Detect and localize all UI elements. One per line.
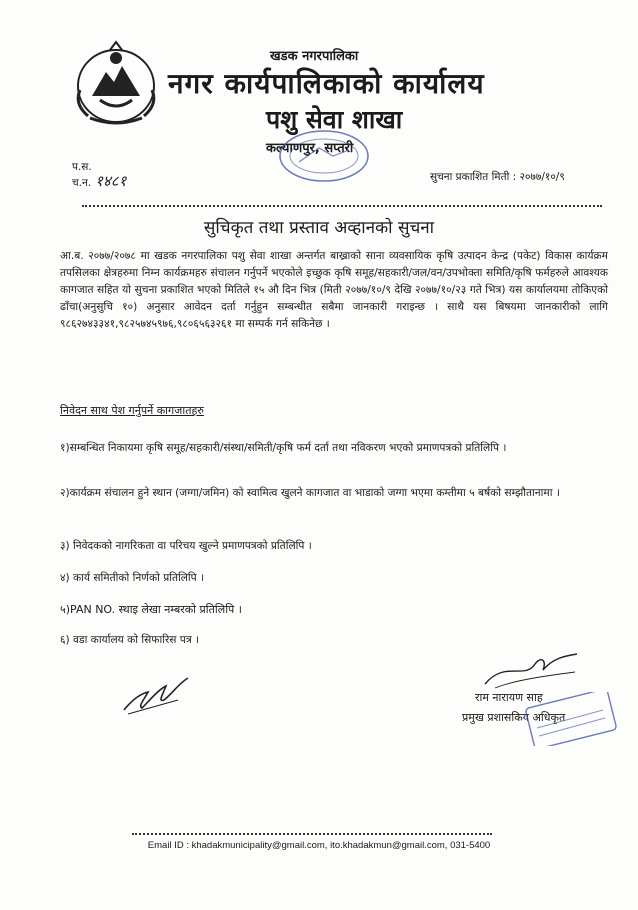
- right-signature-icon: [475, 650, 585, 690]
- office-title: नगर कार्यपालिकाको कार्यालय: [168, 67, 485, 100]
- body-paragraph: आ.ब. २०७७/२०७८ मा खडक नगरपालिका पशु सेवा शाखा अन्तर्गत बाख्राको साना व्यवसायिक कृषि उत्पादन केन्द्र (पकेट) विकास कार्यक्रम तपसिलका क्षेत्रहरुमा निम्न कार्यक्रमहरु संचालन गर्नुपर्ने भएकोले इच्छुक कृषि समूह/सहकारी/जल/वन/उपभोक्ता समिति/कृषि फर्महरुले आवश्यक कागजात सहित यो सुचना प्रकाशित भएको मितिले १५ औ दिन भित्र (मिती २०७७/१०/९ देखि २०७७/१०/२३ गते भित्र) यस कार्यालयमा तोकिएको ढाँचा(अनुसुचि १०) अनुसार आवेदन दर्ता गर्नुहुन सम्बन्धीत सबैमा जानकारी गराइन्छ । साथै यस बिषयमा जानकारीको लागि ९८६२७४३३४१,९८२५७४५९७६,९८०६५६३२६१ मा सम्पर्क गर्न सकिनेछ ।: [60, 250, 608, 330]
- left-signature-icon: [118, 670, 196, 718]
- municipality-name: खडक नगरपालिका: [270, 49, 359, 64]
- document-item: ४) कार्य समितीको निर्णको प्रतिलिपि ।: [60, 572, 205, 584]
- pa-sa-label: प.स.: [72, 161, 92, 173]
- cha-na-value: १४८१: [95, 172, 127, 190]
- document-item: २)कार्यक्रम संचालन हुने स्थान (जग्गा/जमिन) को स्वामित्व खुलने कागजात वा भाडाको जग्गा भएमा कम्तीमा ५ बर्षको सम्झौतानामा ।: [60, 487, 560, 499]
- officer-stamp-icon: [525, 692, 617, 746]
- cha-na-label: च.न.: [72, 177, 92, 189]
- publication-date: सुचना प्रकाशित मिती : २०७७/१०/९: [430, 171, 565, 183]
- notice-title: सुचिकृत तथा प्रस्ताव अव्हानको सुचना: [203, 218, 435, 238]
- document-item: ५)PAN NO. स्थाइ लेखा नम्बरको प्रतिलिपि ।: [60, 603, 242, 616]
- document-item: ६) वडा कार्यालय को सिफारिस पत्र ।: [60, 634, 200, 646]
- office-address: कल्याणपुर, सप्तरी: [266, 141, 354, 156]
- office-stamp-icon: [275, 126, 373, 186]
- divider-top: [82, 205, 602, 207]
- document-item: ३) निवेदकको नागरिकता वा परिचय खुल्ने प्रमाणपत्रको प्रतिलिपि ।: [60, 540, 312, 552]
- branch-title: पशु सेवा शाखा: [266, 105, 403, 134]
- reference-block: [72, 160, 126, 190]
- documents-heading: निवेदन साथ पेश गर्नुपर्ने कागजातहरु: [60, 404, 204, 417]
- document-item: १)सम्बन्धित निकायमा कृषि समूह/सहकारी/संस्था/समिती/कृषि फर्म दर्ता तथा नविकरण भएको प्रमाणपत्रको प्रतिलिपि ।: [60, 442, 507, 454]
- signer-name: राम नारायण साह: [475, 691, 543, 704]
- footer-contact: Email ID : khadakmunicipality@gmail.com, ito.khadakmun@gmail.com, 031-5400: [147, 840, 491, 851]
- divider-bottom: [132, 833, 492, 835]
- nepal-emblem-icon: [70, 38, 162, 128]
- signer-title: प्रमुख प्रशासकिय अधिकृत: [462, 711, 566, 724]
